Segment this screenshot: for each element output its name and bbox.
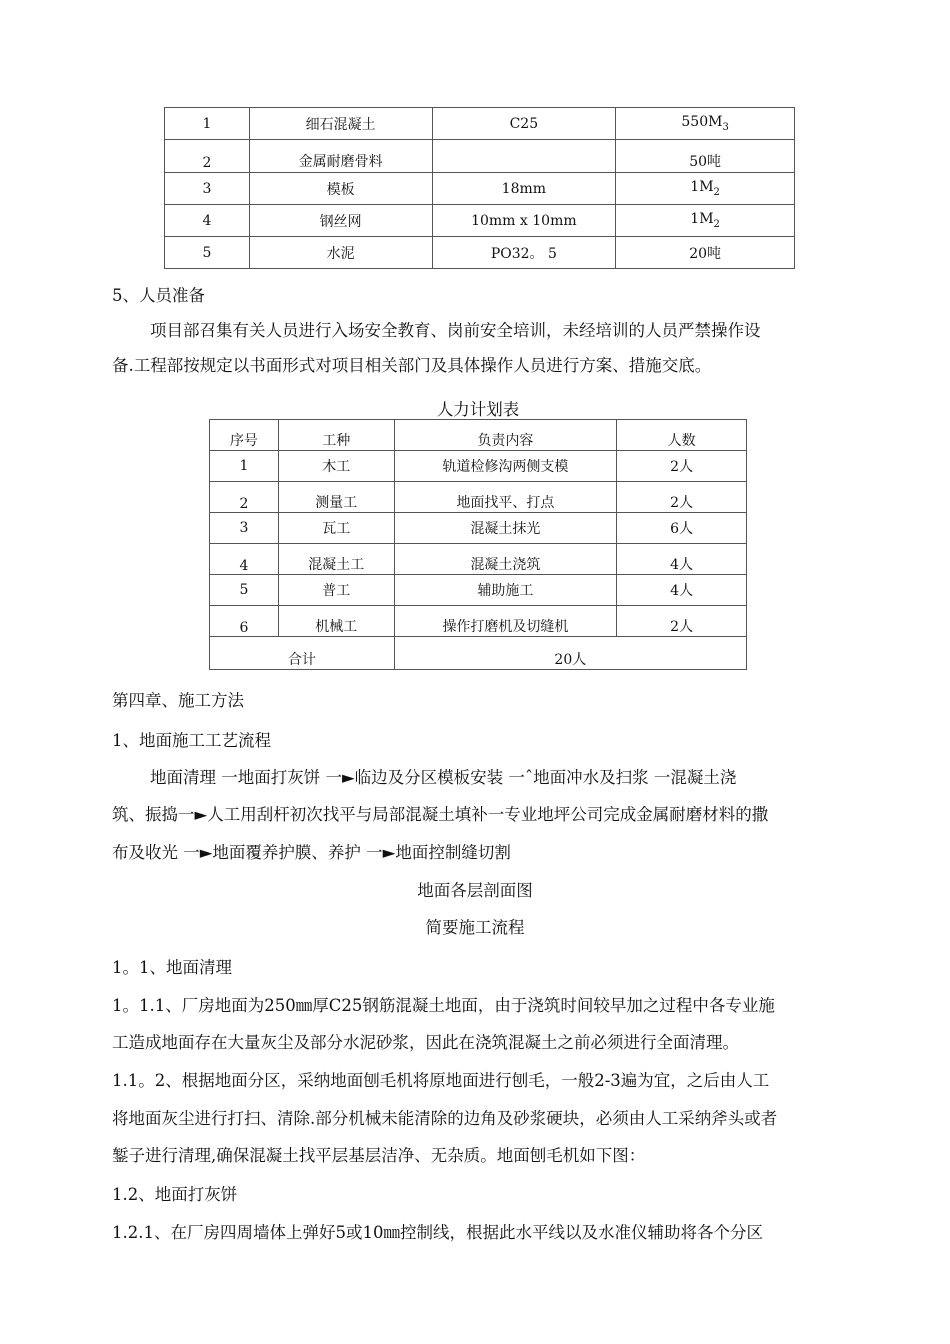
paragraph-line: 项目部召集有关人员进行入场安全教育、岗前安全培训，未经培训的人员严禁操作设 [150,321,761,340]
header-task: 负责内容 [394,420,617,451]
cell-no: 4 [210,544,279,575]
table-row [210,482,747,513]
cell-trade: 木工 [278,451,394,482]
cell-count: 4人 [617,544,747,575]
cell-qty: 50吨 [616,140,795,173]
cell-qty: 20吨 [616,237,795,269]
cell-no: 4 [165,205,250,237]
crew-table [209,419,747,670]
header-no: 序号 [210,420,279,451]
cell-no: 1 [165,108,250,140]
cell-spec: PO32。 5 [432,237,616,269]
table-row [210,451,747,482]
cell-no: 5 [165,237,250,269]
cell-task: 辅助施工 [394,575,617,606]
table-row [210,513,747,544]
table-total-row [210,637,747,670]
cell-trade: 普工 [278,575,394,606]
paragraph-line: 1。1.1、厂房地面为250㎜厚C25钢筋混凝土地面，由于浇筑时间较早加之过程中各专业施 [112,996,775,1015]
cell-task: 混凝土抹光 [394,513,617,544]
paragraph-line: 筑、振捣一►人工用刮杆初次找平与局部混凝土填补一专业地坪公司完成金属耐磨材料的撒 [112,805,769,824]
table-title: 人力计划表 [436,400,520,419]
cell-spec: 10mm x 10mm [432,205,616,237]
cell-task: 操作打磨机及切缝机 [394,606,617,637]
cell-count: 2人 [617,451,747,482]
figure-caption: 简要施工流程 [425,918,525,937]
paragraph-line: 地面清理 一地面打灰饼 一►临边及分区模板安装 一ˆ地面冲水及扫浆 一混凝土浇 [150,768,737,787]
total-value: 20人 [394,637,746,670]
cell-name: 金属耐磨骨料 [249,140,432,173]
cell-spec: 18mm [432,173,616,205]
cell-trade: 测量工 [278,482,394,513]
section-heading: 5、人员准备 [112,286,205,305]
cell-task: 混凝土浇筑 [394,544,617,575]
cell-trade: 混凝土工 [278,544,394,575]
cell-no: 2 [210,482,279,513]
cell-count: 2人 [617,606,747,637]
cell-trade: 机械工 [278,606,394,637]
header-count: 人数 [617,420,747,451]
table-row [165,173,795,205]
header-trade: 工种 [278,420,394,451]
section-heading: 1.2、地面打灰饼 [112,1185,238,1204]
table-row [165,108,795,140]
cell-task: 轨道检修沟两侧支模 [394,451,617,482]
paragraph-line: 工造成地面存在大量灰尘及部分水泥砂浆，因此在浇筑混凝土之前必须进行全面清理。 [112,1033,739,1052]
cell-task: 地面找平、打点 [394,482,617,513]
cell-qty: $1M_2$ [616,173,795,205]
cell-no: 3 [210,513,279,544]
cell-count: 4人 [617,575,747,606]
cell-count: 6人 [617,513,747,544]
chapter-heading: 第四章、施工方法 [112,691,244,710]
paragraph-line: 1.2.1、在厂房四周墙体上弹好5或10㎜控制线，根据此水平线以及水准仪辅助将各个分区 [112,1223,763,1242]
cell-spec [432,140,616,173]
cell-trade: 瓦工 [278,513,394,544]
table-header-row [210,420,747,451]
cell-name: 水泥 [249,237,432,269]
paragraph-line: 錾子进行清理,确保混凝土找平层基层洁净、无杂质。地面刨毛机如下图： [112,1146,646,1165]
figure-caption: 地面各层剖面图 [417,881,533,900]
cell-no: 1 [210,451,279,482]
paragraph-line: 1.1。2、根据地面分区，采纳地面刨毛机将原地面进行刨毛，一般2-3遍为宜，之后由人工 [112,1071,770,1090]
paragraph-line: 将地面灰尘进行打扫、清除.部分机械未能清除的边角及砂浆硬块，必须由人工采纳斧头或者 [112,1109,778,1128]
table-row [165,205,795,237]
section-heading: 1、地面施工工艺流程 [112,731,271,750]
paragraph-line: 备.工程部按规定以书面形式对项目相关部门及具体操作人员进行方案、措施交底。 [112,356,712,375]
table-row [210,575,747,606]
table-row [165,140,795,173]
paragraph-line: 布及收光 一►地面覆养护膜、养护 一►地面控制缝切割 [112,843,511,862]
cell-name: 模板 [249,173,432,205]
total-label: 合计 [210,637,395,670]
cell-no: 5 [210,575,279,606]
cell-name: 钢丝网 [249,205,432,237]
section-heading: 1。1、地面清理 [112,958,232,977]
cell-no: 2 [165,140,250,173]
cell-no: 6 [210,606,279,637]
cell-name: 细石混凝土 [249,108,432,140]
table-row [210,544,747,575]
cell-count: 2人 [617,482,747,513]
cell-spec: C25 [432,108,616,140]
cell-qty: $1M_2$ [616,205,795,237]
table-row [210,606,747,637]
table-row [165,237,795,269]
cell-no: 3 [165,173,250,205]
cell-qty: $550M_3$ [616,108,795,140]
materials-table [164,107,795,269]
